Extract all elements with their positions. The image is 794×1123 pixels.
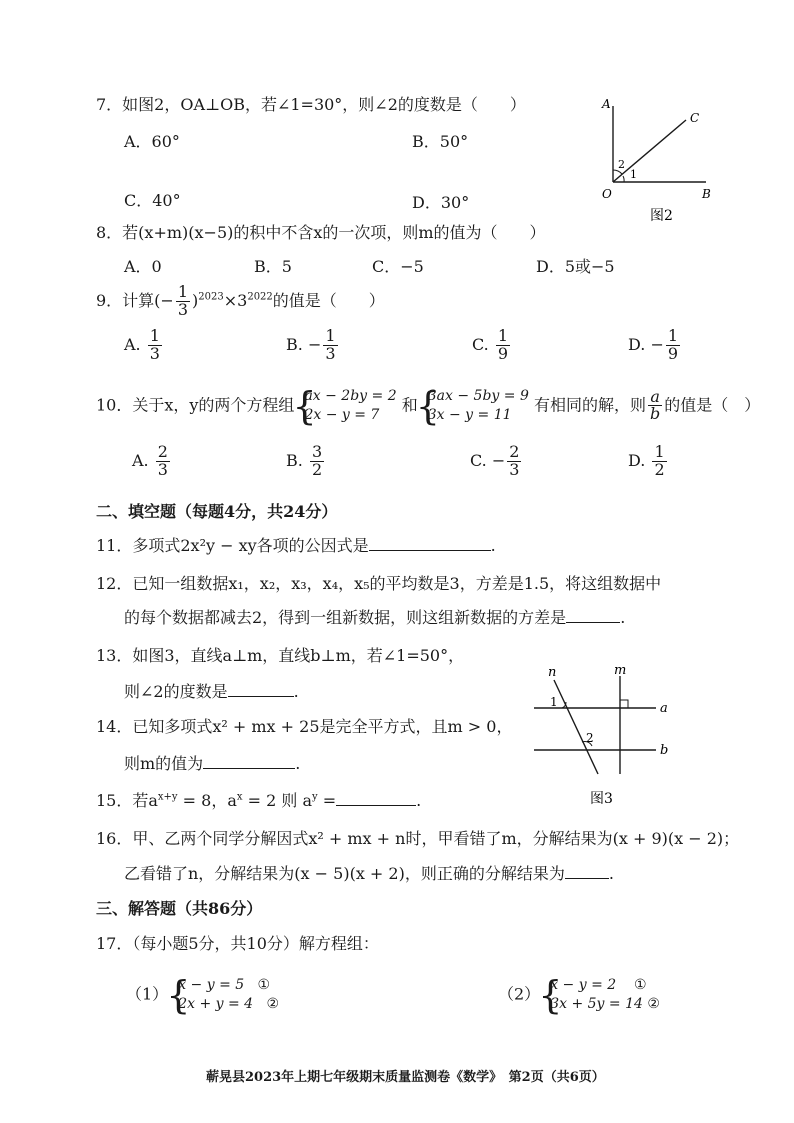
- label-angle-2: 2: [618, 158, 625, 171]
- q11: [96, 533, 496, 556]
- q7-option-b: B．50°: [412, 132, 469, 151]
- q10-b-den: 2: [311, 459, 323, 479]
- circled-one-marker: ①: [633, 977, 647, 993]
- q10-option-b: [286, 444, 326, 479]
- q9-close: ): [192, 290, 199, 310]
- q9-frac-num: 1: [177, 282, 189, 301]
- q12-period: .: [620, 608, 626, 627]
- q9-c-label: C.: [472, 334, 489, 354]
- q7-option-a: A．60°: [124, 132, 180, 151]
- q11-answer-blank[interactable]: [369, 536, 491, 551]
- q10-system-1-eq-2: 2x − y = 7: [304, 406, 380, 423]
- figure-2: [590, 92, 730, 232]
- q10-and: 和: [401, 395, 418, 415]
- q10-option-a: [132, 444, 172, 479]
- q14-period: .: [295, 754, 301, 773]
- q14-text: 则m的值为: [124, 754, 204, 773]
- figure-3: [528, 662, 678, 812]
- q10-a-label: A.: [132, 450, 149, 470]
- q9-d-label: D.: [628, 334, 646, 354]
- q13-line-1: 13．如图3，直线a⊥m，直线b⊥m，若∠1=50°，: [96, 646, 465, 665]
- line-n: [554, 680, 598, 774]
- q13-period: .: [293, 682, 299, 701]
- page-footer: 蕲晃县2023年上期七年级期末质量监测卷《数学》 第2页（共6页）: [206, 1070, 605, 1085]
- q15: [96, 788, 421, 811]
- q10-stem: [96, 387, 760, 425]
- q9-stem: [96, 284, 385, 319]
- q17-part-1-label: （1）: [126, 984, 169, 1004]
- q16-text: 乙看错了n，分解结果为(x − 5)(x + 2)，则正确的分解结果为: [124, 864, 565, 883]
- q10-system-2: [418, 387, 529, 425]
- q9-a-num: 1: [149, 326, 160, 345]
- q9-c-num: 1: [497, 326, 509, 345]
- q9-c-den: 9: [497, 343, 509, 363]
- q9-exp-2: 2022: [247, 291, 273, 303]
- q9-suffix: 的值是（ ）: [272, 290, 385, 310]
- circled-two-marker: ②: [647, 995, 660, 1012]
- q15-mid-2: = 2 则 a: [242, 791, 313, 810]
- q16-answer-blank[interactable]: [565, 864, 609, 879]
- q9-b-num: 1: [325, 326, 336, 345]
- q17-part-1: [126, 976, 279, 1014]
- q15-exp-2: x: [236, 791, 243, 803]
- q10-option-c: [470, 444, 523, 479]
- q9-exp-1: 2023: [198, 291, 224, 303]
- q8-option-d: D．5或−5: [536, 257, 615, 276]
- label-n: n: [548, 665, 557, 680]
- q17-system-2-eq-1: x − y = 2: [550, 977, 617, 993]
- q17-system-1-eq-2: 2x + y = 4: [178, 995, 254, 1012]
- label-o: O: [602, 187, 612, 201]
- q10-c-sign: −: [491, 450, 506, 470]
- q9-option-a: [124, 328, 164, 363]
- q16-line-2: [124, 861, 614, 884]
- q9-option-b: [286, 328, 340, 363]
- q9-times: ×3: [223, 290, 248, 310]
- q9-option-c: [472, 328, 512, 363]
- label-c: C: [690, 111, 700, 125]
- q10-a-num: 2: [157, 442, 168, 461]
- label-angle-1: 1: [550, 695, 558, 709]
- q10-b-num: 3: [311, 442, 323, 461]
- q10-option-d: [628, 444, 669, 479]
- section-2-heading: 二、填空题（每题4分，共24分）: [96, 502, 338, 521]
- q12-line-2: [124, 605, 625, 628]
- q17-part-2: [498, 976, 660, 1014]
- q14-answer-blank[interactable]: [203, 754, 295, 769]
- q15-exp-3: y: [312, 791, 318, 803]
- q9-b-sign: −: [307, 334, 322, 354]
- q10-system-1-eq-1: { ax − 2by = 2: [304, 388, 397, 404]
- q11-text: 11．多项式2x²y − xy各项的公因式是: [96, 536, 369, 555]
- q10-frac-num: a: [648, 389, 662, 407]
- q10-d-label: D.: [628, 450, 646, 470]
- q17-system-2: [540, 976, 660, 1014]
- q10-c-label: C.: [470, 450, 487, 470]
- label-angle-2: 2: [586, 731, 594, 745]
- q9-option-d: [628, 328, 682, 363]
- q11-period: .: [490, 536, 496, 555]
- label-angle-1: 1: [630, 168, 637, 181]
- q12-line-1: 12．已知一组数据x₁，x₂，x₃，x₄，x₅的平均数是3，方差是1.5，将这组数据中: [96, 574, 662, 593]
- q17-system-1: [168, 976, 279, 1014]
- q9-d-sign: −: [650, 334, 664, 354]
- q8-stem: 8．若(x+m)(x−5)的积中不含x的一次项，则m的值为（ ）: [96, 223, 546, 242]
- label-a: a: [660, 701, 668, 716]
- label-b: b: [660, 743, 669, 758]
- q15-exp-1: x+y: [157, 791, 178, 803]
- q14-line-1: 14．已知多项式x² + mx + 25是完全平方式，且m > 0，: [96, 717, 513, 736]
- q10-d-den: 2: [654, 459, 665, 479]
- q10-system-2-eq-1: { 3ax − 5by = 9: [427, 388, 529, 404]
- q17-system-1-eq-1: x − y = 5: [178, 977, 245, 993]
- section-3-heading: 三、解答题（共86分）: [96, 899, 263, 918]
- q15-mid-3: =: [317, 791, 337, 810]
- q10-b-label: B.: [286, 450, 303, 470]
- q10-a-den: 3: [157, 459, 168, 479]
- q8-option-c: C．−5: [372, 257, 424, 276]
- right-angle-mark: [620, 700, 628, 708]
- q7-option-d: D．30°: [412, 193, 470, 212]
- q15-mid-1: = 8，a: [177, 791, 237, 810]
- q15-period: .: [416, 791, 422, 810]
- q17-stem: 17．（每小题5分，共10分）解方程组：: [96, 934, 379, 953]
- q9-b-den: 3: [325, 343, 336, 363]
- q7-stem: 7．如图2，OA⊥OB，若∠1=30°，则∠2的度数是（ ）: [96, 95, 526, 114]
- q9-d-num: 1: [667, 326, 679, 345]
- q13-answer-blank[interactable]: [228, 682, 294, 697]
- q9-d-den: 9: [667, 343, 679, 363]
- q10-system-1: [294, 387, 396, 425]
- q16-period: .: [608, 864, 614, 883]
- q15-answer-blank[interactable]: [336, 791, 416, 806]
- q10-suffix: 的值是（ ）: [664, 395, 761, 415]
- q16-line-1: 16．甲、乙两个同学分解因式x² + mx + n时，甲看错了m，分解结果为(x + 9)(x − 2)；: [96, 829, 740, 848]
- q8-option-a: A．0: [124, 257, 162, 276]
- ray-oc: [613, 120, 686, 182]
- q7-option-c: C．40°: [124, 191, 181, 210]
- q9-prefix: 9．计算(−: [96, 290, 174, 310]
- q10-c-num: 2: [509, 442, 520, 461]
- angle-1-arc: [623, 176, 624, 182]
- q10-mid: 有相同的解，则: [533, 395, 646, 415]
- q9-a-label: A.: [124, 334, 141, 354]
- q9-frac-den: 3: [177, 299, 189, 319]
- q15-prefix: 15．若a: [96, 791, 158, 810]
- q8-option-b: B．5: [254, 257, 292, 276]
- label-b: B: [702, 187, 711, 201]
- q10-c-den: 3: [509, 459, 520, 479]
- label-m: m: [614, 663, 627, 678]
- q10-frac-den: b: [649, 404, 661, 424]
- label-a: A: [602, 97, 611, 111]
- q17-part-2-label: （2）: [498, 984, 541, 1004]
- q10-d-num: 1: [654, 442, 665, 461]
- q10-system-2-eq-2: 3x − y = 11: [427, 406, 512, 423]
- figure-2-caption: 图2: [650, 208, 673, 224]
- circled-two-marker: ②: [266, 995, 279, 1012]
- q10-prefix: 10．关于x，y的两个方程组: [96, 395, 295, 415]
- q17-system-2-eq-2: 3x + 5y = 14: [550, 995, 643, 1012]
- figure-3-caption: 图3: [590, 791, 613, 807]
- q9-b-label: B.: [286, 334, 303, 354]
- q9-a-den: 3: [149, 343, 160, 363]
- q13-line-2: [124, 679, 299, 702]
- q12-answer-blank[interactable]: [566, 608, 620, 623]
- q13-text: 则∠2的度数是: [124, 682, 228, 701]
- q14-line-2: [124, 751, 300, 774]
- q12-text: 的每个数据都减去2，得到一组新数据，则这组新数据的方差是: [124, 608, 567, 627]
- circled-one-marker: ①: [257, 977, 271, 993]
